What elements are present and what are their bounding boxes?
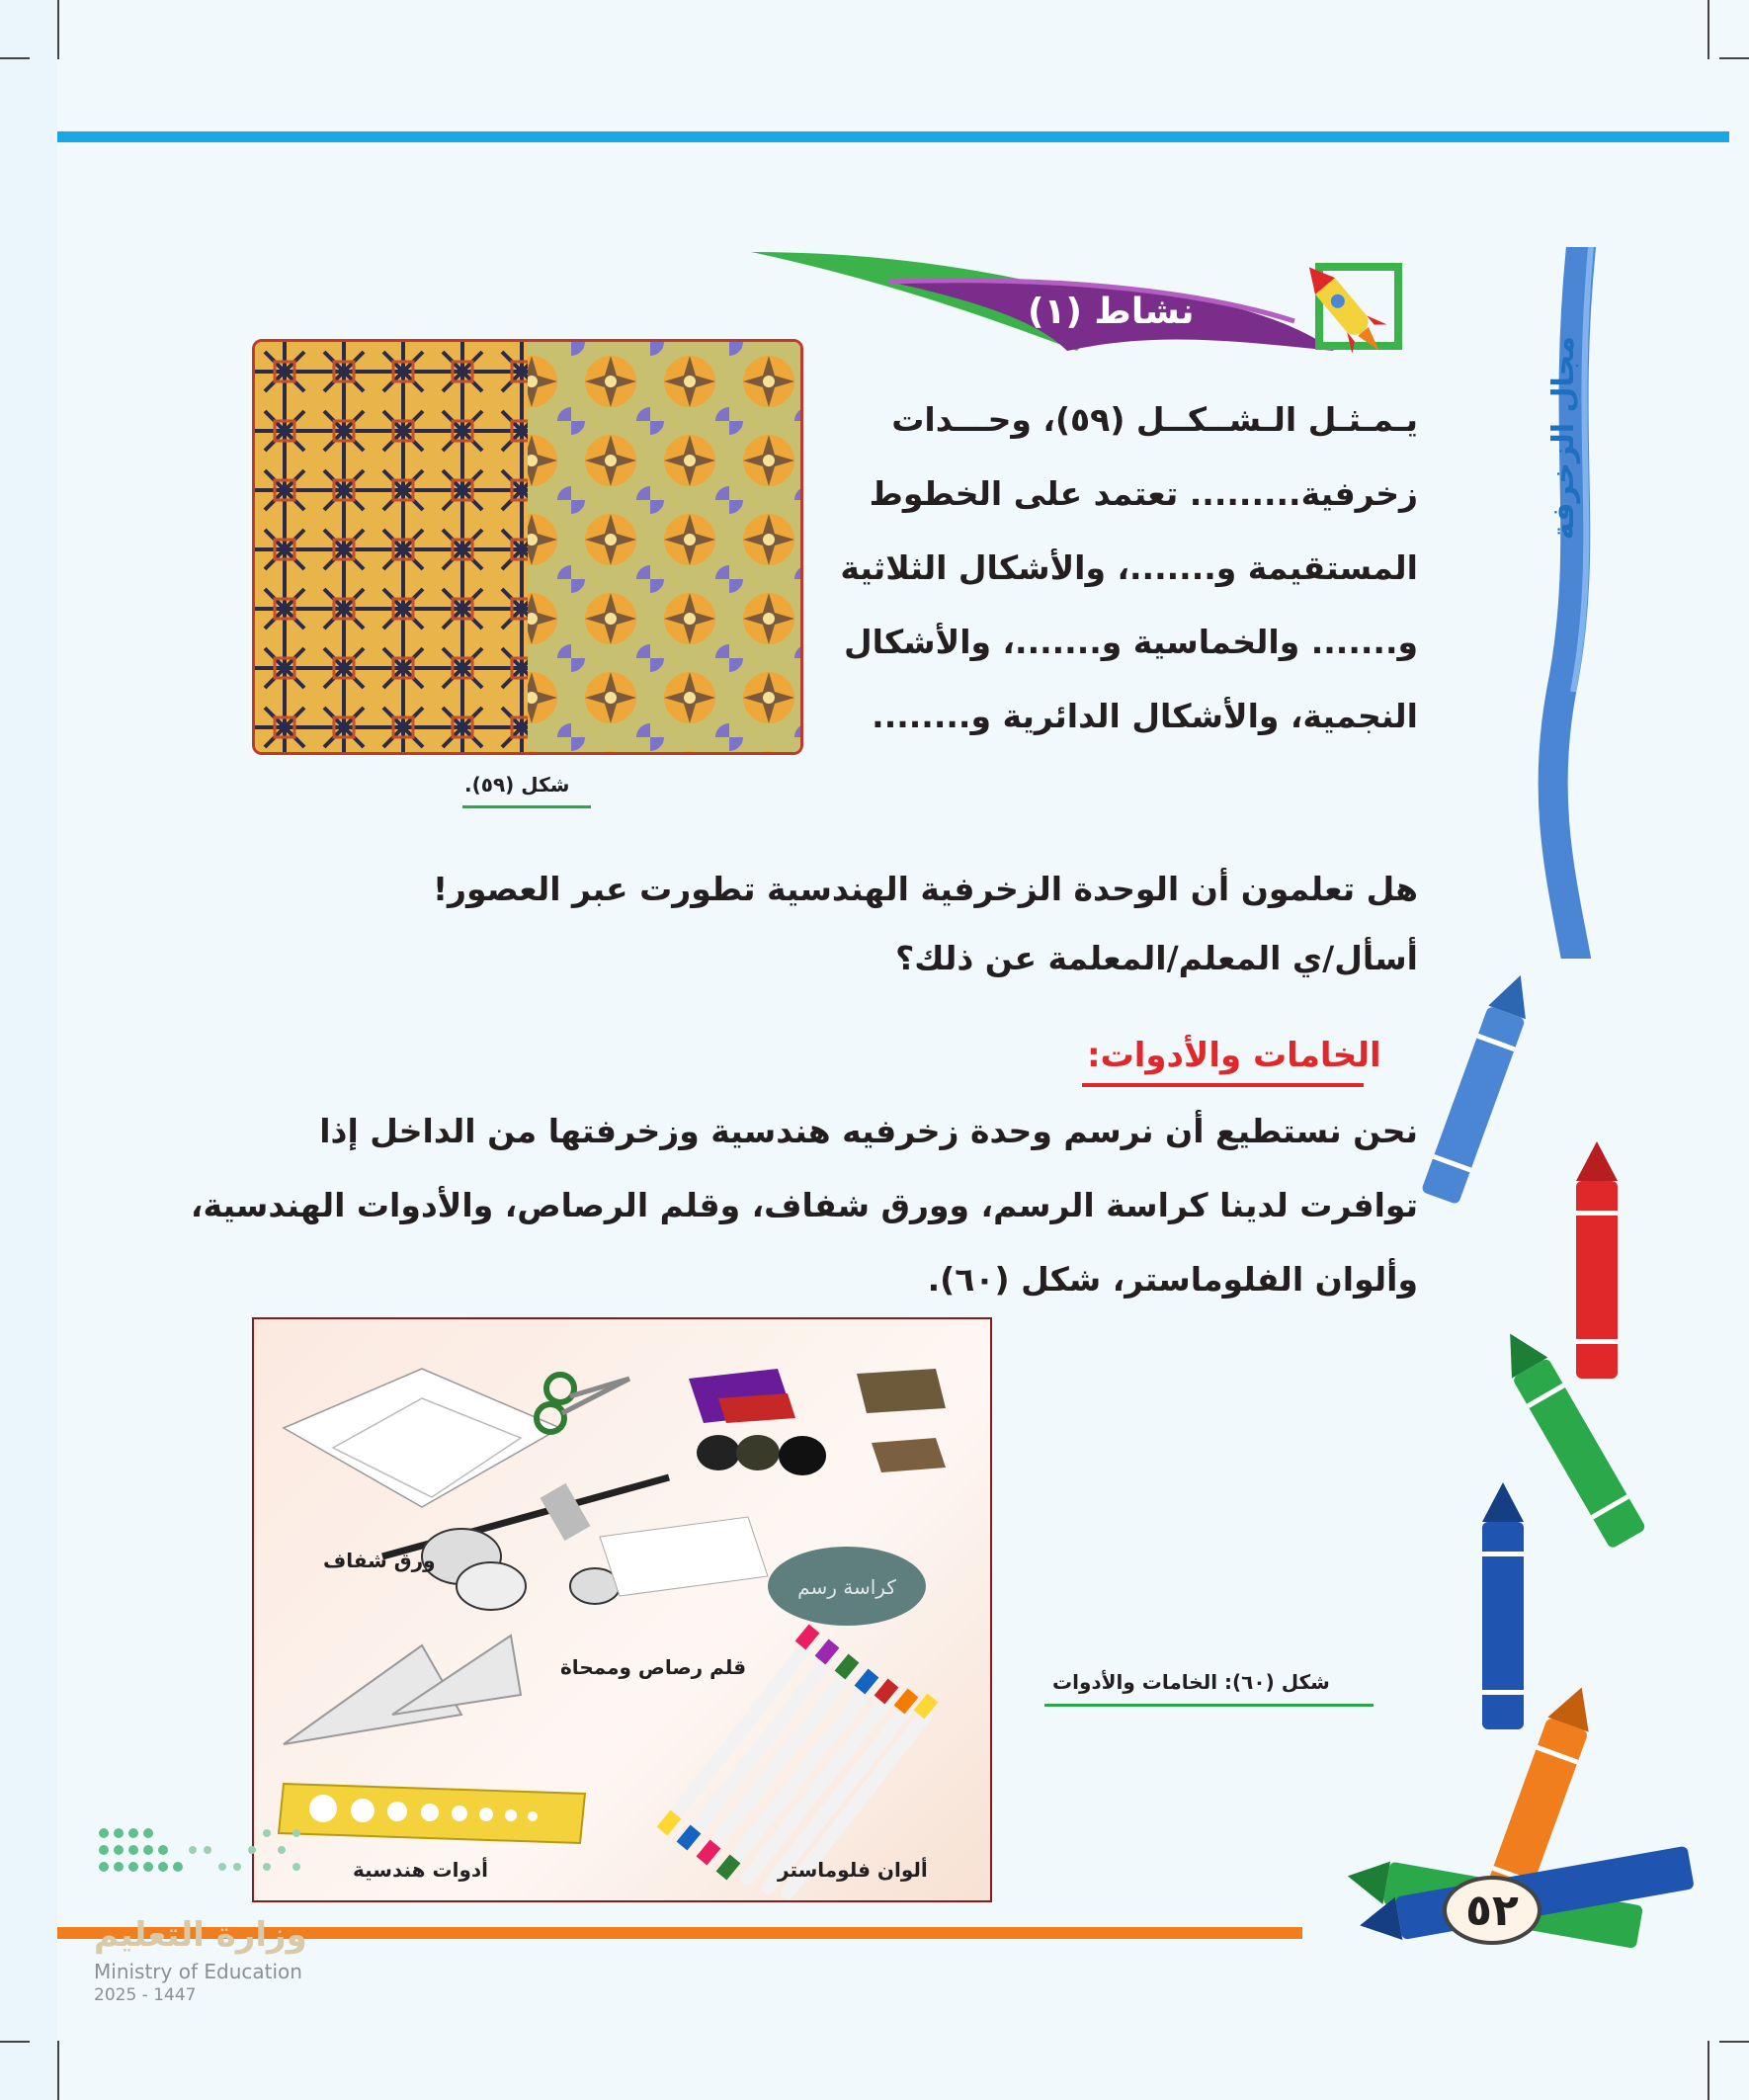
figure-60-caption: شكل (٦٠): الخامات والأدوات — [1052, 1670, 1330, 1694]
stencil-ruler-icon — [279, 1784, 585, 1843]
figure-59-caption: شكل (٥٩). — [464, 773, 570, 797]
islamic-pattern-image — [255, 342, 800, 752]
ministry-year: 2025 - 1447 — [94, 1985, 197, 2005]
materials-line: توافرت لدينا كراسة الرسم، وورق شفاف، وقلم الرصاص، والأدوات الهندسية، — [190, 1186, 1418, 1224]
rocket-icon — [1275, 247, 1423, 376]
sketchbook-label: كراسة رسم — [797, 1575, 896, 1599]
side-title-text: مجال الزخرفة — [1546, 336, 1581, 541]
activity-title: نشاط (١) — [1028, 292, 1195, 332]
crop-mark — [0, 57, 30, 59]
materials-line: وألوان الفلوماستر، شكل (٦٠). — [927, 1260, 1418, 1299]
label-markers: ألوان فلوماستر — [778, 1858, 928, 1882]
label-pencil-eraser: قلم رصاص وممحاة — [560, 1655, 747, 1679]
paragraph-line: النجمية، والأشكال الدائرية و........ — [872, 697, 1418, 735]
figure-59-caption-underline — [462, 805, 591, 808]
crop-mark — [57, 2041, 59, 2100]
page-number: ٥٢ — [1443, 1876, 1541, 1945]
ministry-logo-icon — [94, 1823, 311, 1907]
crayons-decoration — [1285, 949, 1749, 1986]
section-side-title — [1537, 336, 1596, 603]
paragraph-line: زخرفية......... تعتمد على الخطوط — [869, 474, 1418, 513]
top-rule — [57, 131, 1729, 142]
label-geometric-tools: أدوات هندسية — [353, 1858, 489, 1882]
crop-mark — [1719, 2041, 1749, 2043]
crop-mark — [1707, 2041, 1709, 2100]
crop-mark — [1719, 57, 1749, 59]
tape-rolls-icon — [697, 1435, 826, 1475]
figure-60-caption-underline — [1044, 1704, 1374, 1707]
paragraph-line: و....... والخماسية و.......، والأشكال — [843, 623, 1418, 661]
figure-59-image — [252, 339, 803, 755]
crop-mark — [57, 0, 59, 59]
materials-illustration — [254, 1319, 990, 1900]
paragraph-line: المستقيمة و.......، والأشكال الثلاثية — [840, 548, 1418, 587]
paragraph-line: يـمـثـل الـشــكــل (٥٩)، وحـــدات — [891, 400, 1418, 439]
question-line: أسأل/ي المعلم/المعلمة عن ذلك؟ — [895, 939, 1418, 977]
crop-mark — [0, 2041, 30, 2043]
materials-line: نحن نستطيع أن نرسم وحدة زخرفيه هندسية وزخرفتها من الداخل إذا — [319, 1112, 1418, 1150]
butterfly-icon — [422, 1529, 526, 1610]
figure-60-image — [252, 1317, 992, 1902]
crop-mark — [1707, 0, 1709, 59]
ministry-name-ar: وزارة التعليم — [94, 1915, 307, 1955]
materials-heading: الخامات والأدوات: — [1087, 1036, 1381, 1075]
label-tracing-paper: ورق شفاف — [323, 1549, 436, 1572]
question-line: هل تعلمون أن الوحدة الزخرفية الهندسية تطورت عبر العصور! — [432, 870, 1418, 908]
ministry-name-en: Ministry of Education — [94, 1960, 302, 1983]
materials-heading-underline — [1082, 1083, 1364, 1087]
